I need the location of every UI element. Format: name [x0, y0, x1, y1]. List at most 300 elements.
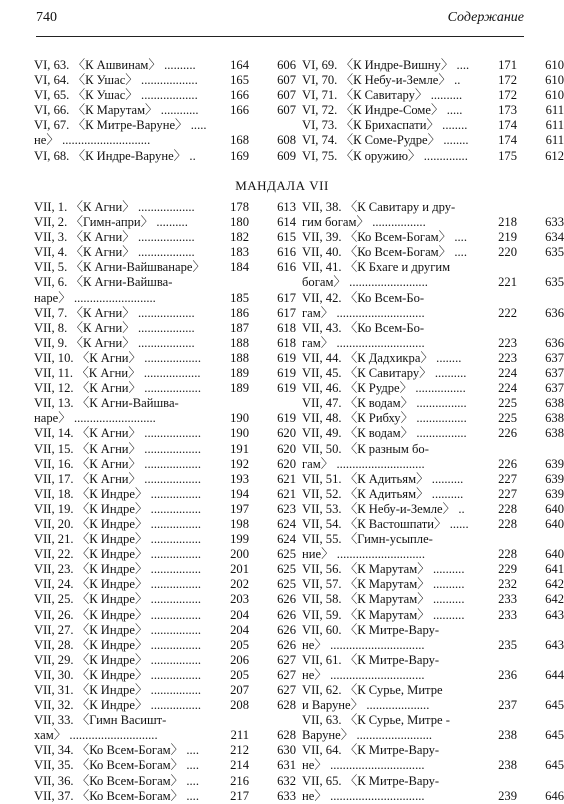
- toc-entry-note-page: 620: [277, 456, 296, 471]
- toc-entry-note-page: 613: [277, 200, 296, 214]
- toc-entry: [302, 728, 564, 743]
- toc-entry-page: 199: [230, 532, 249, 547]
- toc-entry-title: гам〉 ............................: [302, 335, 425, 350]
- toc-entry-title: VII, 37. 〈Ко Всем-Богам〉 ....: [34, 788, 199, 803]
- toc-entry: [302, 321, 564, 336]
- toc-entry-page: 178: [230, 200, 249, 214]
- toc-entry: [302, 774, 564, 789]
- toc-entry-title: Варуне〉 ........................: [302, 728, 433, 743]
- toc-entry-page: 228: [498, 501, 517, 516]
- toc-entry: [34, 118, 296, 133]
- toc-entry: [302, 789, 564, 804]
- running-header: [36, 10, 524, 30]
- toc-entry: [34, 743, 296, 758]
- toc-entry: [302, 306, 564, 321]
- toc-entry-title: VI, 64. 〈К Ушас〉 ..................: [34, 73, 198, 88]
- toc-entry-title: VII, 63. 〈К Сурье, Митре -: [302, 713, 450, 728]
- page-number: 740: [36, 10, 57, 25]
- toc-entry: [34, 683, 296, 698]
- toc-entry-page: 227: [498, 471, 517, 486]
- toc-entry-note-page: 631: [277, 758, 296, 773]
- toc-entry-title: богам〉 .........................: [302, 275, 428, 290]
- toc-entry-title: VII, 39. 〈Ко Всем-Богам〉 ....: [302, 230, 467, 245]
- toc-entry-note-page: 620: [277, 441, 296, 456]
- toc-entry-title: VII, 32. 〈К Индре〉 ................: [34, 698, 202, 713]
- toc-entry-page: 191: [230, 441, 249, 456]
- toc-entry: [302, 457, 564, 472]
- toc-entry-page: 226: [498, 456, 517, 471]
- toc-entry-title: гим богам〉 .................: [302, 215, 426, 230]
- toc-entry: [302, 200, 564, 215]
- toc-entry-page: 194: [230, 486, 249, 501]
- toc-entry-note-page: 627: [277, 667, 296, 682]
- toc-entry-note-page: 645: [545, 758, 564, 773]
- toc-entry: [34, 351, 296, 366]
- toc-entry-title: VII, 10. 〈К Агни〉 ..................: [34, 350, 201, 365]
- toc-entry-page: 190: [230, 426, 249, 441]
- section-heading: МАНДАЛА VII: [235, 178, 329, 193]
- toc-entry-page: 233: [498, 607, 517, 622]
- toc-entry-note-page: 626: [277, 607, 296, 622]
- toc-entry-page: 188: [230, 350, 249, 365]
- toc-entry-note-page: 638: [545, 411, 564, 426]
- toc-entry-title: VII, 57. 〈К Марутам〉 ..........: [302, 577, 465, 592]
- toc-entry-note-page: 642: [545, 577, 564, 592]
- toc-entry: [302, 577, 564, 592]
- toc-entry: [302, 623, 564, 638]
- toc-entry: [34, 758, 296, 773]
- toc-column-top-left: [34, 58, 296, 164]
- toc-entry: [302, 215, 564, 230]
- toc-entry-note-page: 624: [277, 516, 296, 531]
- toc-entry-title: VII, 21. 〈К Индре〉 ................: [34, 532, 202, 547]
- toc-entry-title: наре〉 ..........................: [34, 290, 156, 305]
- toc-entry: [34, 230, 296, 245]
- toc-entry-note-page: 633: [277, 788, 296, 803]
- toc-entry-title: VII, 1. 〈К Агни〉 ..................: [34, 200, 195, 214]
- toc-entry-page: 224: [498, 366, 517, 381]
- toc-entry-title: VII, 12. 〈К Агни〉 ..................: [34, 381, 201, 396]
- toc-entry: [34, 306, 296, 321]
- toc-entry-page: 169: [230, 148, 249, 163]
- toc-entry-title: VII, 53. 〈К Небу-и-Земле〉 ..: [302, 501, 465, 516]
- toc-entry-note-page: 643: [545, 637, 564, 652]
- toc-entry-page: 225: [498, 411, 517, 426]
- toc-entry-title: не〉 ..............................: [302, 637, 425, 652]
- toc-entry-page: 175: [498, 148, 517, 163]
- toc-entry-page: 188: [230, 335, 249, 350]
- toc-entry: [34, 245, 296, 260]
- toc-entry-page: 205: [230, 667, 249, 682]
- toc-entry-note-page: 610: [545, 73, 564, 88]
- toc-entry: [34, 623, 296, 638]
- toc-entry-note-page: 626: [277, 622, 296, 637]
- toc-entry-page: 165: [230, 73, 249, 88]
- toc-entry-title: VI, 63. 〈К Ашвинам〉 ..........: [34, 58, 196, 72]
- toc-entry-note-page: 640: [545, 547, 564, 562]
- toc-entry: [34, 200, 296, 215]
- toc-entry-title: VII, 4. 〈К Агни〉 ..................: [34, 245, 195, 260]
- toc-entry: [34, 291, 296, 306]
- toc-entry-title: VII, 54. 〈К Вастошпати〉 ......: [302, 516, 469, 531]
- toc-entry-title: VII, 52. 〈К Адитьям〉 ..........: [302, 486, 464, 501]
- toc-entry-page: 203: [230, 592, 249, 607]
- toc-entry-note-page: 617: [277, 290, 296, 305]
- toc-entry-title: VII, 61. 〈К Митре-Вару-: [302, 652, 440, 667]
- toc-entry-page: 187: [230, 320, 249, 335]
- toc-entry-note-page: 625: [277, 547, 296, 562]
- toc-entry-page: 205: [230, 637, 249, 652]
- toc-entry-note-page: 639: [545, 486, 564, 501]
- toc-entry-title: не〉 ..............................: [302, 788, 425, 803]
- toc-entry-title: VII, 51. 〈К Адитьям〉 ..........: [302, 471, 464, 486]
- toc-entry: [302, 73, 564, 88]
- toc-entry: [302, 275, 564, 290]
- toc-entry-page: 198: [230, 516, 249, 531]
- toc-entry-page: 227: [498, 486, 517, 501]
- toc-entry-note-page: 637: [545, 350, 564, 365]
- toc-entry-page: 204: [230, 622, 249, 637]
- toc-entry-note-page: 637: [545, 366, 564, 381]
- toc-entry: [302, 683, 564, 698]
- toc-entry-title: VII, 36. 〈Ко Всем-Богам〉 ....: [34, 773, 199, 788]
- toc-entry-title: гам〉 ............................: [302, 456, 425, 471]
- toc-entry-note-page: 628: [277, 728, 296, 743]
- toc-entry-title: VII, 42. 〈Ко Всем-Бо-: [302, 290, 425, 305]
- toc-entry-page: 204: [230, 607, 249, 622]
- toc-entry-page: 174: [498, 133, 517, 148]
- toc-entry-page: 235: [498, 637, 517, 652]
- toc-entry-note-page: 617: [277, 305, 296, 320]
- toc-entry-title: VII, 16. 〈К Агни〉 ..................: [34, 456, 201, 471]
- toc-entry-note-page: 606: [277, 58, 296, 72]
- toc-entry: [302, 336, 564, 351]
- toc-entry: [34, 442, 296, 457]
- toc-entry-title: VII, 59. 〈К Марутам〉 ..........: [302, 607, 465, 622]
- toc-column-bottom-right: [302, 200, 564, 804]
- toc-entry-title: VII, 40. 〈Ко Всем-Богам〉 ....: [302, 245, 467, 260]
- toc-entry-title: и Варуне〉 ....................: [302, 698, 430, 713]
- toc-entry-title: VII, 33. 〈Гимн Васишт-: [34, 713, 167, 728]
- toc-entry-title: VII, 11. 〈К Агни〉 ..................: [34, 366, 201, 381]
- toc-entry-page: 171: [498, 58, 517, 72]
- toc-entry-title: VII, 28. 〈К Индре〉 ................: [34, 637, 202, 652]
- toc-entry: [34, 321, 296, 336]
- toc-entry-note-page: 642: [545, 592, 564, 607]
- toc-entry-note-page: 646: [545, 788, 564, 803]
- toc-entry-page: 211: [230, 728, 249, 743]
- toc-entry: [302, 103, 564, 118]
- toc-entry-note-page: 618: [277, 320, 296, 335]
- toc-entry-note-page: 640: [545, 516, 564, 531]
- toc-entry-title: VI, 73. 〈К Брихаспати〉 ........: [302, 118, 468, 133]
- toc-entry-note-page: 620: [277, 426, 296, 441]
- running-title: Содержание: [447, 10, 524, 25]
- toc-entry-title: VII, 65. 〈К Митре-Вару-: [302, 773, 440, 788]
- toc-entry-page: 232: [498, 577, 517, 592]
- toc-entry-note-page: 607: [277, 88, 296, 103]
- toc-entry-note-page: 635: [545, 245, 564, 260]
- toc-entry-page: 202: [230, 577, 249, 592]
- toc-column-top-right: [302, 58, 564, 164]
- toc-entry-page: 238: [498, 728, 517, 743]
- toc-entry: [34, 608, 296, 623]
- toc-entry-note-page: 623: [277, 501, 296, 516]
- toc-entry-note-page: 636: [545, 305, 564, 320]
- toc-entry-page: 217: [230, 788, 249, 803]
- toc-entry: [34, 58, 296, 73]
- toc-entry-note-page: 619: [277, 366, 296, 381]
- toc-entry-page: 174: [498, 118, 517, 133]
- toc-entry: [302, 713, 564, 728]
- toc-entry: [34, 668, 296, 683]
- toc-entry-page: 164: [230, 58, 249, 72]
- toc-entry: [302, 291, 564, 306]
- toc-entry-page: 238: [498, 758, 517, 773]
- toc-entry-title: VII, 60. 〈К Митре-Вару-: [302, 622, 440, 637]
- toc-entry: [34, 638, 296, 653]
- toc-entry: [34, 73, 296, 88]
- toc-entry: [302, 88, 564, 103]
- toc-entry-note-page: 619: [277, 381, 296, 396]
- toc-entry-note-page: 612: [545, 148, 564, 163]
- toc-entry-page: 216: [230, 773, 249, 788]
- toc-entry: [34, 215, 296, 230]
- toc-entry-page: 218: [498, 215, 517, 230]
- toc-entry-title: VI, 72. 〈К Индре-Соме〉 .....: [302, 103, 463, 118]
- toc-entry-title: VI, 67. 〈К Митре-Варуне〉 .....: [34, 118, 207, 133]
- toc-entry-title: гам〉 ............................: [302, 305, 425, 320]
- toc-entry-page: 190: [230, 411, 249, 426]
- toc-entry: [34, 396, 296, 411]
- toc-entry-note-page: 639: [545, 456, 564, 471]
- toc-entry: [302, 592, 564, 607]
- toc-entry-note-page: 611: [545, 103, 564, 118]
- toc-entry-note-page: 616: [277, 245, 296, 260]
- toc-entry: [34, 592, 296, 607]
- toc-entry-note-page: 639: [545, 471, 564, 486]
- toc-entry-page: 208: [230, 698, 249, 713]
- toc-entry: [34, 653, 296, 668]
- toc-entry: [34, 502, 296, 517]
- toc-entry-title: VII, 13. 〈К Агни-Вайшва-: [34, 396, 179, 411]
- toc-entry-page: 192: [230, 456, 249, 471]
- toc-entry: [302, 487, 564, 502]
- toc-entry: [302, 133, 564, 148]
- toc-entry-title: не〉 ............................: [34, 133, 151, 148]
- toc-entry: [34, 532, 296, 547]
- toc-entry-note-page: 638: [545, 396, 564, 411]
- toc-entry-title: не〉 ..............................: [302, 667, 425, 682]
- toc-entry: [302, 245, 564, 260]
- toc-entry: [302, 442, 564, 457]
- toc-entry-title: VII, 56. 〈К Марутам〉 ..........: [302, 562, 465, 577]
- toc-entry: [302, 698, 564, 713]
- toc-entry: [34, 426, 296, 441]
- toc-entry-title: наре〉 ..........................: [34, 411, 156, 426]
- toc-entry-page: 222: [498, 305, 517, 320]
- toc-entry-note-page: 626: [277, 592, 296, 607]
- toc-entry-note-page: 633: [545, 215, 564, 230]
- toc-entry-page: 233: [498, 592, 517, 607]
- toc-entry-page: 182: [230, 230, 249, 245]
- toc-entry: [34, 577, 296, 592]
- toc-entry: [34, 789, 296, 804]
- toc-entry-note-page: 638: [545, 426, 564, 441]
- toc-entry-title: VII, 7. 〈К Агни〉 ..................: [34, 305, 195, 320]
- toc-entry-page: 173: [498, 103, 517, 118]
- toc-entry: [302, 366, 564, 381]
- toc-entry-title: VII, 27. 〈К Индре〉 ................: [34, 622, 202, 637]
- toc-entry-title: VII, 43. 〈Ко Всем-Бо-: [302, 320, 425, 335]
- toc-entry-note-page: 610: [545, 88, 564, 103]
- toc-entry: [302, 532, 564, 547]
- toc-entry: [34, 774, 296, 789]
- toc-entry-title: не〉 ..............................: [302, 758, 425, 773]
- toc-entry-page: 206: [230, 652, 249, 667]
- toc-entry: [34, 88, 296, 103]
- toc-entry: [302, 653, 564, 668]
- toc-entry-page: 200: [230, 547, 249, 562]
- toc-entry-page: 184: [230, 260, 249, 275]
- toc-entry-title: VII, 25. 〈К Индре〉 ................: [34, 592, 202, 607]
- toc-entry: [34, 472, 296, 487]
- toc-entry-page: 172: [498, 88, 517, 103]
- toc-entry: [302, 502, 564, 517]
- toc-entry-title: VII, 62. 〈К Сурье, Митре: [302, 683, 443, 697]
- toc-entry: [302, 743, 564, 758]
- toc-entry-title: VI, 68. 〈К Индре-Варуне〉 ..: [34, 148, 196, 163]
- toc-entry-note-page: 616: [277, 260, 296, 275]
- toc-entry-title: VI, 69. 〈К Индре-Вишну〉 ....: [302, 58, 470, 72]
- toc-entry: [302, 547, 564, 562]
- toc-entry: [34, 336, 296, 351]
- toc-entry: [302, 230, 564, 245]
- toc-entry-title: VII, 9. 〈К Агни〉 ..................: [34, 335, 195, 350]
- toc-entry-title: VII, 35. 〈Ко Всем-Богам〉 ....: [34, 758, 199, 773]
- toc-entry-title: VI, 74. 〈К Соме-Рудре〉 ........: [302, 133, 469, 148]
- toc-entry-title: ние〉 ............................: [302, 547, 425, 562]
- toc-entry-title: VII, 23. 〈К Индре〉 ................: [34, 562, 202, 577]
- toc-entry-page: 180: [230, 215, 249, 230]
- toc-entry-title: VII, 41. 〈К Бхаге и другим: [302, 260, 451, 275]
- toc-entry: [34, 517, 296, 532]
- toc-entry: [34, 133, 296, 148]
- toc-entry-title: VII, 14. 〈К Агни〉 ..................: [34, 426, 201, 441]
- toc-entry-page: 214: [230, 758, 249, 773]
- toc-entry-page: 201: [230, 562, 249, 577]
- toc-entry-page: 223: [498, 335, 517, 350]
- toc-entry-title: VII, 17. 〈К Агни〉 ..................: [34, 471, 201, 486]
- toc-entry-note-page: 630: [277, 743, 296, 758]
- toc-entry-title: VII, 55. 〈Гимн-усыпле-: [302, 532, 433, 547]
- toc-entry-title: VII, 44. 〈К Дадхикра〉 ........: [302, 350, 462, 365]
- toc-entry: [302, 118, 564, 133]
- toc-entry-title: VI, 75. 〈К оружию〉 ..............: [302, 148, 468, 163]
- toc-entry-title: VII, 48. 〈К Рибху〉 ................: [302, 411, 467, 426]
- toc-entry: [34, 103, 296, 118]
- toc-entry-page: 183: [230, 245, 249, 260]
- toc-entry-note-page: 614: [277, 215, 296, 230]
- toc-entry-note-page: 627: [277, 652, 296, 667]
- toc-entry-note-page: 640: [545, 501, 564, 516]
- toc-entry: [34, 381, 296, 396]
- toc-entry: [34, 411, 296, 426]
- toc-entry: [302, 472, 564, 487]
- toc-entry-page: 166: [230, 103, 249, 118]
- toc-entry-page: 236: [498, 667, 517, 682]
- toc-entry-title: VII, 8. 〈К Агни〉 ..................: [34, 320, 195, 335]
- toc-entry-note-page: 607: [277, 103, 296, 118]
- toc-entry-note-page: 619: [277, 411, 296, 426]
- toc-entry-title: VII, 3. 〈К Агни〉 ..................: [34, 230, 195, 245]
- toc-entry-note-page: 627: [277, 683, 296, 697]
- toc-entry-page: 228: [498, 547, 517, 562]
- toc-entry-page: 239: [498, 788, 517, 803]
- toc-entry-title: VII, 2. 〈Гимн-апри〉 ..........: [34, 215, 188, 230]
- toc-entry-page: 223: [498, 350, 517, 365]
- toc-entry-page: 224: [498, 381, 517, 396]
- toc-entry: [34, 713, 296, 728]
- toc-entry-note-page: 618: [277, 335, 296, 350]
- toc-entry-page: 219: [498, 230, 517, 245]
- toc-entry-note-page: 615: [277, 230, 296, 245]
- toc-entry: [302, 758, 564, 773]
- toc-entry-note-page: 641: [545, 562, 564, 577]
- toc-entry-title: VII, 31. 〈К Индре〉 ................: [34, 683, 202, 697]
- toc-entry-note-page: 632: [277, 773, 296, 788]
- toc-entry: [34, 547, 296, 562]
- toc-entry: [302, 562, 564, 577]
- toc-entry: [302, 58, 564, 73]
- toc-entry-title: VI, 65. 〈К Ушас〉 ..................: [34, 88, 198, 103]
- toc-entry-page: 189: [230, 381, 249, 396]
- toc-entry-page: 229: [498, 562, 517, 577]
- toc-entry: [34, 457, 296, 472]
- toc-entry-title: VII, 15. 〈К Агни〉 ..................: [34, 441, 201, 456]
- toc-entry: [302, 517, 564, 532]
- toc-entry: [34, 149, 296, 164]
- toc-entry-title: VII, 18. 〈К Индре〉 ................: [34, 486, 202, 501]
- toc-entry: [34, 275, 296, 290]
- toc-entry-title: VII, 22. 〈К Индре〉 ................: [34, 547, 202, 562]
- toc-entry-title: VII, 24. 〈К Индре〉 ................: [34, 577, 202, 592]
- toc-entry-title: VII, 20. 〈К Индре〉 ................: [34, 516, 202, 531]
- toc-entry-page: 166: [230, 88, 249, 103]
- toc-entry-note-page: 645: [545, 698, 564, 713]
- toc-entry-title: VII, 50. 〈К разным бо-: [302, 441, 429, 456]
- toc-entry-title: VII, 34. 〈Ко Всем-Богам〉 ....: [34, 743, 199, 758]
- toc-entry-note-page: 621: [277, 486, 296, 501]
- toc-entry: [302, 608, 564, 623]
- toc-entry: [34, 728, 296, 743]
- toc-entry: [302, 381, 564, 396]
- toc-entry-page: 186: [230, 305, 249, 320]
- toc-entry: [302, 351, 564, 366]
- toc-entry-title: VI, 66. 〈К Марутам〉 ............: [34, 103, 199, 118]
- toc-entry-title: хам〉 ............................: [34, 728, 158, 743]
- toc-entry-title: VII, 26. 〈К Индре〉 ................: [34, 607, 202, 622]
- toc-entry-title: VII, 5. 〈К Агни-Вайшванаре〉: [34, 260, 206, 275]
- toc-entry-title: VII, 19. 〈К Индре〉 ................: [34, 501, 202, 516]
- toc-entry-note-page: 624: [277, 532, 296, 547]
- toc-entry-title: VII, 38. 〈К Савитару и дру-: [302, 200, 456, 214]
- toc-entry-page: 197: [230, 501, 249, 516]
- toc-entry-title: VII, 47. 〈К водам〉 ................: [302, 396, 467, 411]
- toc-column-bottom-left: [34, 200, 296, 804]
- toc-entry-page: 225: [498, 396, 517, 411]
- toc-entry-page: 212: [230, 743, 249, 758]
